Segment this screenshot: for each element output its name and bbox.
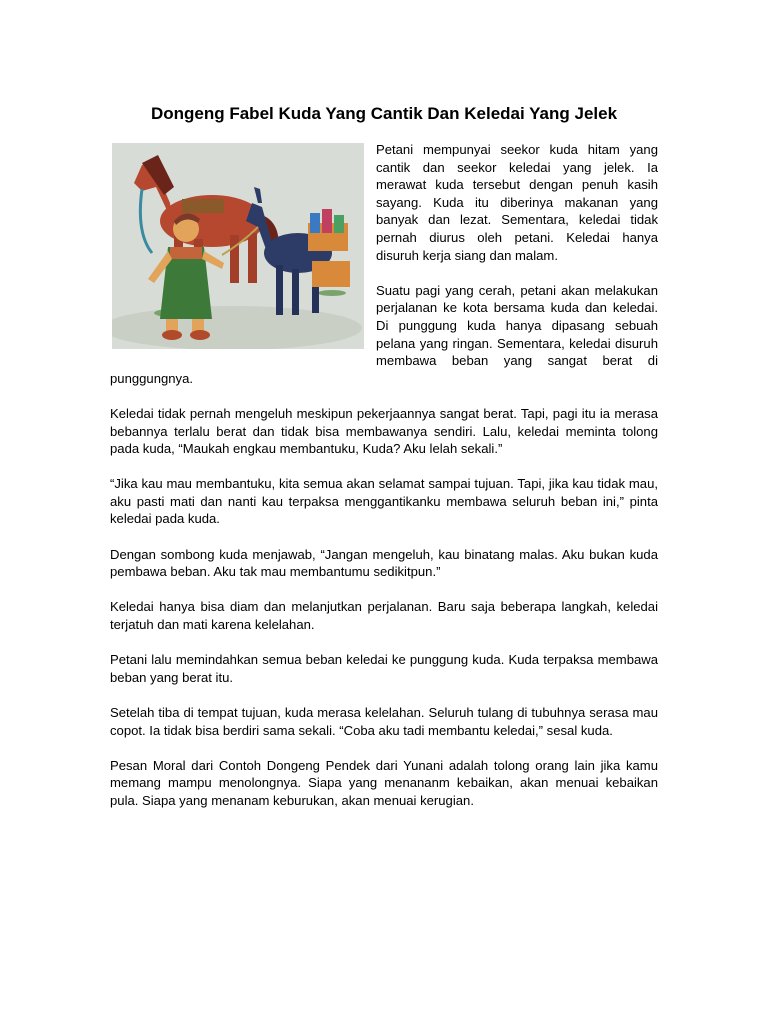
story-body: [110, 141, 658, 827]
paragraph-5: Dengan sombong kuda menjawab, “Jangan mengeluh, kau binatang malas. Aku bukan kuda pembawa beban. Aku tak mau membantumu sedikitpun.”: [110, 546, 658, 580]
illustration-svg: [112, 143, 364, 349]
paragraph-4: “Jika kau mau membantuku, kita semua akan selamat sampai tujuan. Tapi, jika kau tidak mau, aku pasti mati dan nanti kau terpaksa menggantikanku membawa seluruh beban ini,” pinta keledai pada kuda.: [110, 476, 658, 527]
paragraph-1: Petani mempunyai seekor kuda hitam yang cantik dan seekor keledai yang jelek. Ia merawat kuda tersebut dengan penuh kasih sayang. Kuda itu diberinya makanan yang banyak dan lezat. Sementara, keledai tidak pernah diurus oleh petani. Keledai hanya disuruh kerja siang dan malam.: [376, 142, 658, 263]
paragraph-9: Pesan Moral dari Contoh Dongeng Pendek dari Yunani adalah tolong orang lain jika kamu memang mampu menolongnya. Siapa yang menananm kebaikan, akan menuai kebaikan pula. Siapa yang menanam keburukan, akan menuai kerugian.: [110, 757, 658, 808]
paragraph-8: Setelah tiba di tempat tujuan, kuda merasa kelelahan. Seluruh tulang di tubuhnya serasa mau copot. Ia tidak bisa berdiri sama sekali. “Coba aku tadi membantu keledai,” sesal kuda.: [110, 705, 658, 738]
page-title: Dongeng Fabel Kuda Yang Cantik Dan Keledai Yang Jelek: [150, 104, 618, 123]
paragraph-7: Petani lalu memindahkan semua beban keledai ke punggung kuda. Kuda terpaksa membawa beban yang berat itu.: [110, 652, 658, 685]
paragraph-3: Keledai tidak pernah mengeluh meskipun pekerjaannya sangat berat. Tapi, pagi itu ia merasa bebannya terlalu berat dan tidak bisa membawanya sendiri. Lalu, keledai meminta tolong pada kuda, “Maukah engkau membantuku, Kuda? Aku lelah sekali.”: [110, 405, 658, 457]
paragraph-6: Keledai hanya bisa diam dan melanjutkan perjalanan. Baru saja beberapa langkah, keledai terjatuh dan mati karena kelelahan.: [110, 599, 658, 633]
horse-donkey-farmer-illustration: [112, 143, 364, 349]
paragraph-2: Suatu pagi yang cerah, petani akan melakukan perjalanan ke kota bersama kuda dan keledai. Di punggung kuda hanya dipasang sebuah pelana yang ringan. Sementara, keledai disuruh membawa beban yang sangat berat di punggungnya.: [110, 282, 658, 386]
